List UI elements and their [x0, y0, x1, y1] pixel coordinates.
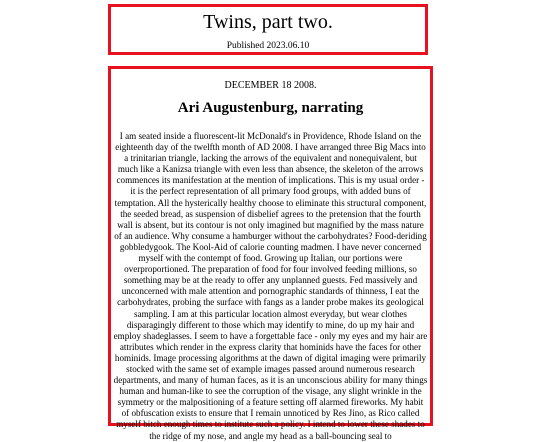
header-box	[108, 4, 428, 55]
page-title: Twins, part two.	[203, 11, 333, 33]
published-date: Published 2023.06.10	[226, 41, 310, 51]
article-heading: Ari Augustenburg, narrating	[177, 100, 364, 116]
article-box	[108, 66, 433, 441]
article-date: DECEMBER 18 2008.	[224, 80, 317, 91]
article-body: I am seated inside a fluorescent-lit McDonald's in Providence, Rhode Island on the eighteenth day of the twelfth month of AD 2008. I have arranged three Big Macs into a trinitarian triangle, lacking the arrows of the equivalent and nonequivalent, but much like a Kanizsa triangle with even less than absence, the skeleton of the arrows commences its manifestation at the mention of implications. This is my usual order - it is the perfect representation of all primary food groups, with added buns of temptation. All the hysterically healthy choose to eliminate this structural component, the seeded bread, as suspension of disbelief agrees to the pretension that the fourth wall is absent, but its contour is not only imagined but magnified by the mass nature of an audience. Why consume a hamburger without the carbohydrates? Food-deriding gobbledygook. The Kool-Aid of calorie counting madmen. I have never concerned myself with the contempt of food. Growing up Italian, our portions were overproportioned. The preparation of food for four involved feeding millions, so something may be at the ready to offer any unplanned guests. Fed massively and unconcerned with male attention and pornographic standards of thinness, I eat the carbohydrates, probing the surface with fangs as a lander probe makes its geological sampling. I am at this particular location almost everyday, but wear clothes disparagingly different to those which may identify to mine, do up my hair and employ shadeglasses. I seem to have a forgettable face - only my eyes and my hair are attributes which render in the express clarity that hominids have the faces for other hominids. Image processing algorithms at the dawn of digital imaging were primarily stocked with the same set of example images passed around numerous research departments, and many of human faces, as it is an unconscious ability for many things human and human-like to see the corruption of the visage, any slight wrinkle in the symmetry or the malpositioning of a feature setting off alarmed fireworks. My habit of obfuscation exists to ensure that I remain unnoticed by Res Jino, as Rico called myself bitch enough times to institute such a policy. I intend to lower these shades to the ridge of my nose, and angle my head as a ball-bouncing seal to	[113, 131, 428, 441]
